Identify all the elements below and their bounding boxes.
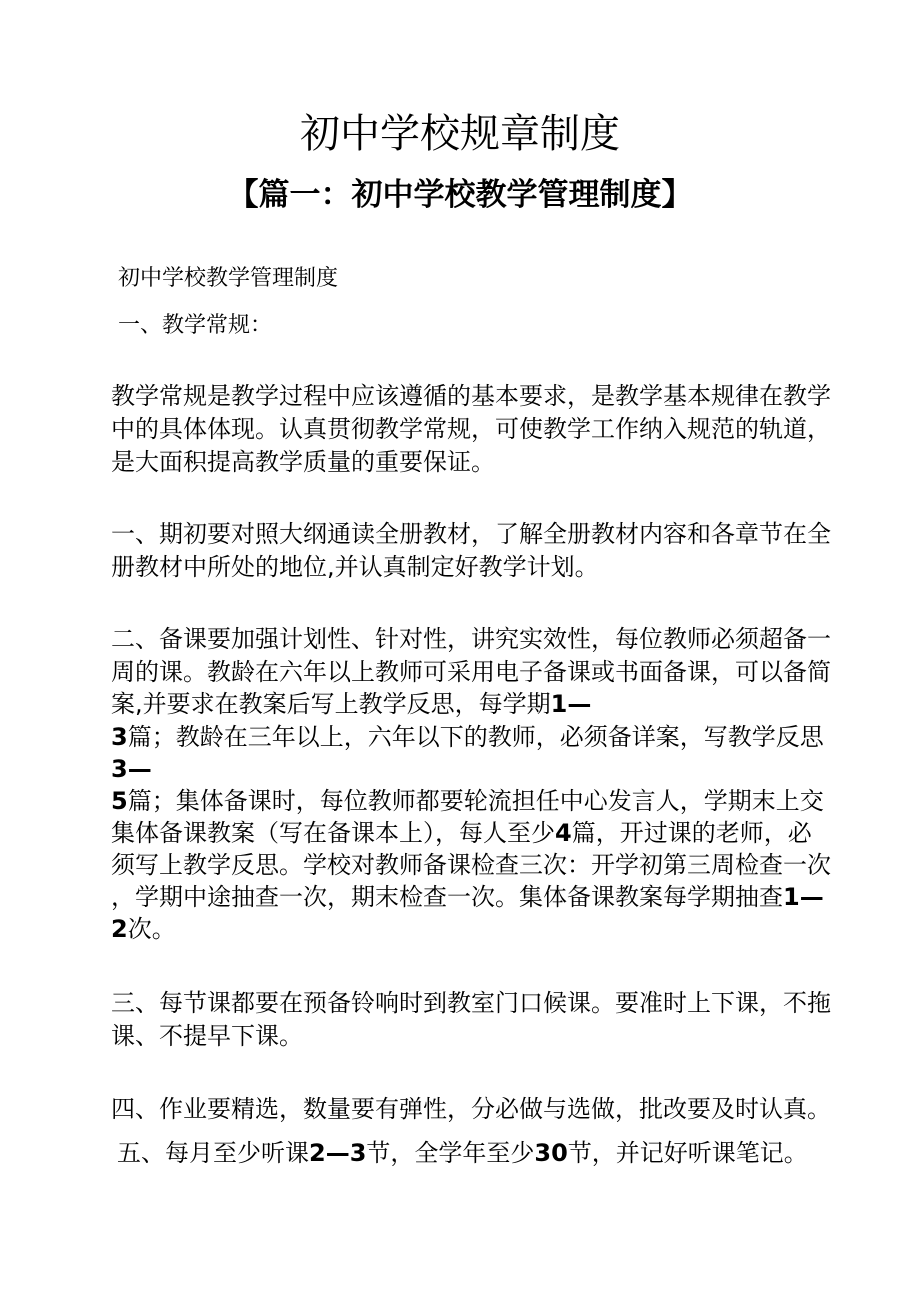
item-2-line: 案,并要求在教案后写上教学反思，每学期1— xyxy=(111,690,592,718)
item-2-line: 5篇；集体备课时，每位教师都要轮流担任中心发言人，学期末上交 xyxy=(111,787,824,815)
document-title: 初中学校规章制度 xyxy=(300,111,620,157)
item-2-line: 须写上教学反思。学校对教师备课检查三次：开学初第三周检查一次 xyxy=(111,851,831,879)
item-1-line: 册教材中所处的地位,并认真制定好教学计划。 xyxy=(111,553,599,581)
item-4-line: 四、作业要精选，数量要有弹性，分必做与选做，批改要及时认真。 xyxy=(111,1095,831,1123)
item-2-line: 周的课。教龄在六年以上教师可采用电子备课或书面备课，可以备简 xyxy=(111,658,831,686)
document-subtitle: 【篇一：初中学校教学管理制度】 xyxy=(227,177,693,213)
item-2-line: 二、备课要加强计划性、针对性，讲究实效性，每位教师必须超备一 xyxy=(111,625,831,653)
item-2-line: ，学期中途抽查一次，期末检查一次。集体备课教案每学期抽查1— xyxy=(111,883,824,911)
item-2-line: 3篇；教龄在三年以上，六年以下的教师，必须备详案，写教学反思 xyxy=(111,723,824,751)
intro-line: 是大面积提高教学质量的重要保证。 xyxy=(111,448,495,476)
subsection-heading: 一、教学常规： xyxy=(118,313,273,338)
section-heading: 初中学校教学管理制度 xyxy=(118,266,339,291)
item-3-line: 课、不提早下课。 xyxy=(111,1022,303,1050)
intro-line: 中的具体体现。认真贯彻教学常规，可使教学工作纳入规范的轨道， xyxy=(111,415,831,443)
item-5-line: 五、每月至少听课2—3节，全学年至少30节，并记好听课笔记。 xyxy=(117,1139,808,1167)
item-2-line: 集体备课教案（写在备课本上），每人至少4篇，开过课的老师，必 xyxy=(111,819,812,847)
intro-line: 教学常规是教学过程中应该遵循的基本要求，是教学基本规律在教学 xyxy=(111,382,831,410)
item-2-line: 2次。 xyxy=(111,915,176,943)
item-3-line: 三、每节课都要在预备铃响时到教室门口候课。要准时上下课，不拖 xyxy=(111,989,831,1017)
item-1-line: 一、期初要对照大纲通读全册教材，了解全册教材内容和各章节在全 xyxy=(111,520,831,548)
item-2-line: 3— xyxy=(111,755,152,783)
